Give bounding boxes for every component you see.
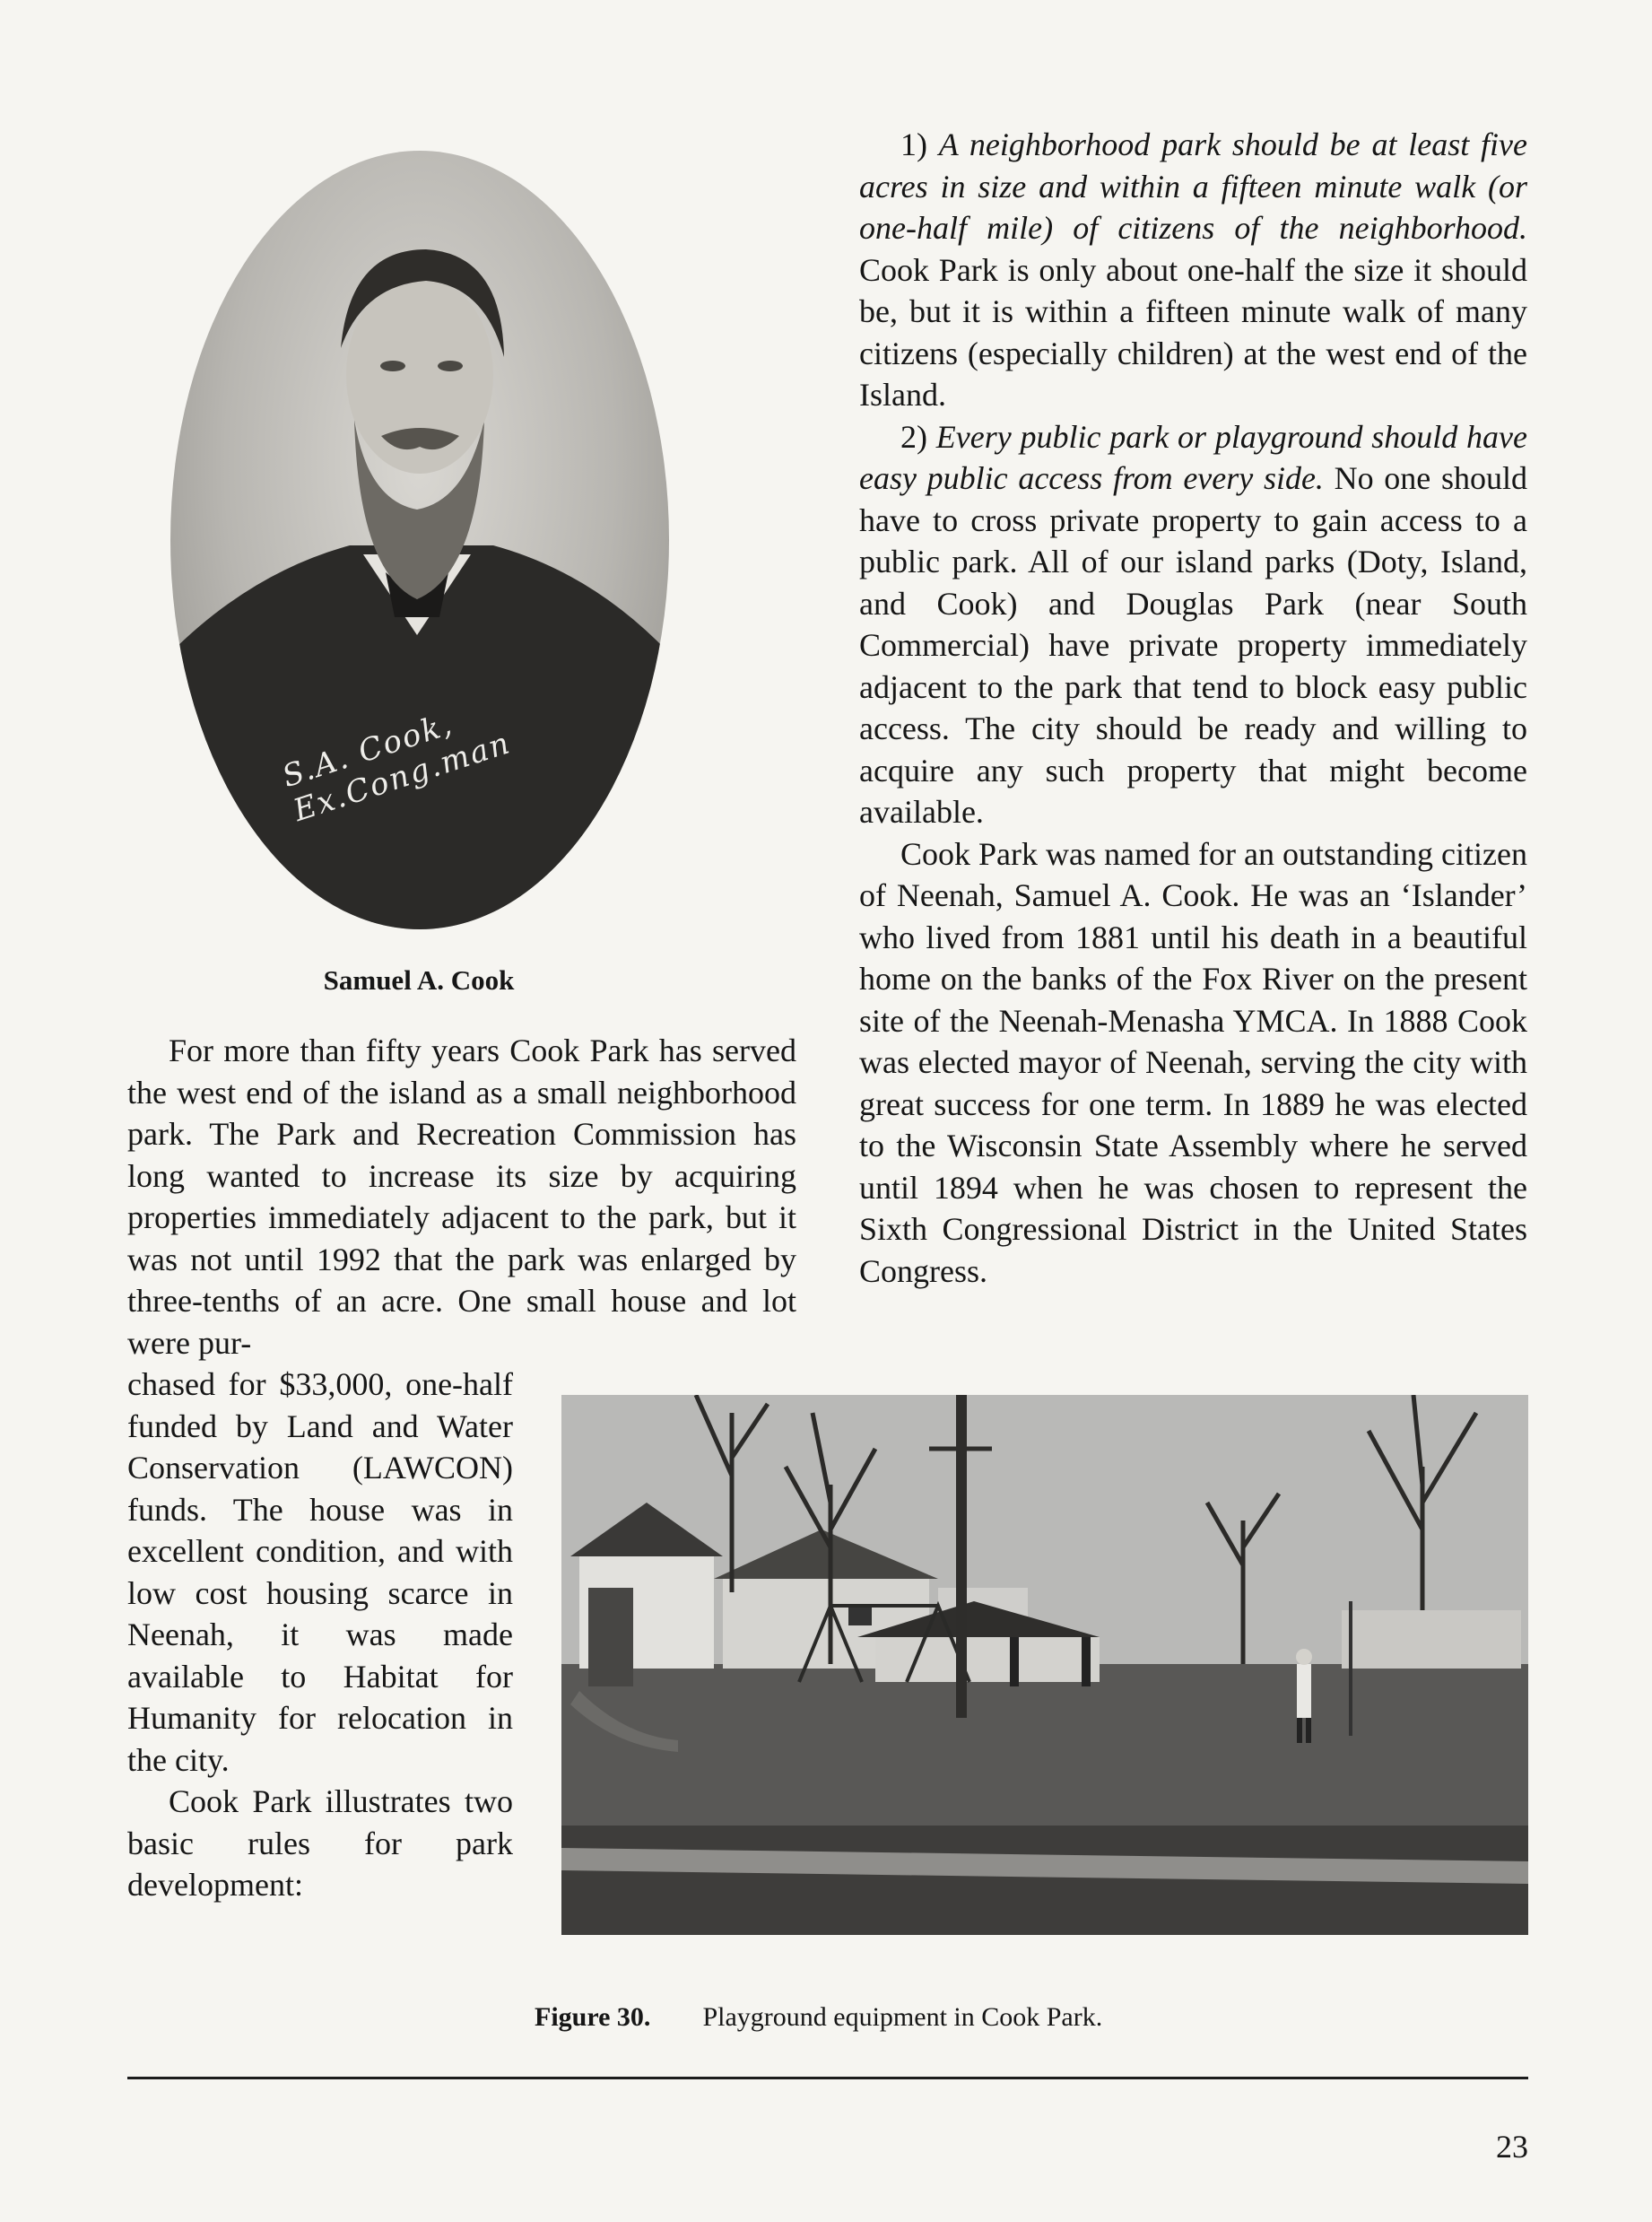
left-column-narrow <box>127 1364 513 1906</box>
rule-1-italic: A neighborhood park should be at least five acres in size and within a fifteen minute walk (or one-half mile) of citizens of the neighborhood. <box>859 126 1527 246</box>
rule-2-number: 2) <box>900 418 936 455</box>
paragraph-basic-rules: Cook Park illustrates two basic rules for park development: <box>127 1783 513 1903</box>
playground-photo <box>561 1395 1528 1935</box>
rule-1-paragraph <box>859 124 1527 416</box>
rule-2-paragraph <box>859 416 1527 833</box>
left-column-top <box>127 1030 796 1364</box>
paragraph-cook-park-history: For more than fifty years Cook Park has served the west end of the island as a small neighborhood park. The Park and Recreation Commission has long wanted to increase its size by acquiring properties immediately adjacent to the park, but it was not until 1992 that the park was enlarged by three-tenths of an acre. One small house and lot were pur- <box>127 1033 796 1361</box>
paragraph-samuel-cook-bio: Cook Park was named for an outstanding citizen of Neenah, Samuel A. Cook. He was an ‘Islander’ who lived from 1881 until his death in a beautiful home on the banks of the Fox River on the present site of the Neenah-Menasha YMCA. In 1888 Cook was elected mayor of Neenah, serving the city with great success for one term. In 1889 he was elected to the Wisconsin State Assembly where he served until 1894 when he was chosen to represent the Sixth Congressional District in the United States Congress. <box>859 835 1527 1289</box>
figure-caption-text: Playground equipment in Cook Park. <box>702 2002 1103 2032</box>
page-number: 23 <box>1496 2129 1528 2165</box>
portrait-inscription: S.A. Cook, Ex.Cong.man <box>278 705 516 830</box>
rule-2-text: No one should have to cross private property to gain access to a public park. All of our island parks (Doty, Island, and Cook) and Douglas Park (near South Commercial) have private property immediately adjacent to the park that tend to block easy public access. The city should be ready and willing to acquire any such property that might become available. <box>859 460 1527 830</box>
right-column <box>859 124 1527 1292</box>
paragraph-cook-park-history-cont: chased for $33,000, one-half funded by Land and Water Conservation (LAWCON) funds. The house was in excellent condition, and with low cost housing scarce in Neenah, it was made available to Habitat for Humanity for relocation in the city. <box>127 1366 513 1778</box>
rule-1-text: Cook Park is only about one-half the size it should be, but it is within a fifteen minute walk of many citizens (especially children) at the west end of the Island. <box>859 251 1527 413</box>
rule-1-number: 1) <box>900 126 939 162</box>
rule-2-italic: Every public park or playground should have easy public access from every side. <box>859 418 1527 496</box>
portrait-caption: Samuel A. Cook <box>323 964 515 996</box>
figure-label: Figure 30. <box>535 2002 651 2032</box>
footer-rule <box>127 2077 1528 2079</box>
figure-caption <box>535 2002 1530 2033</box>
portrait-photo <box>170 151 669 929</box>
